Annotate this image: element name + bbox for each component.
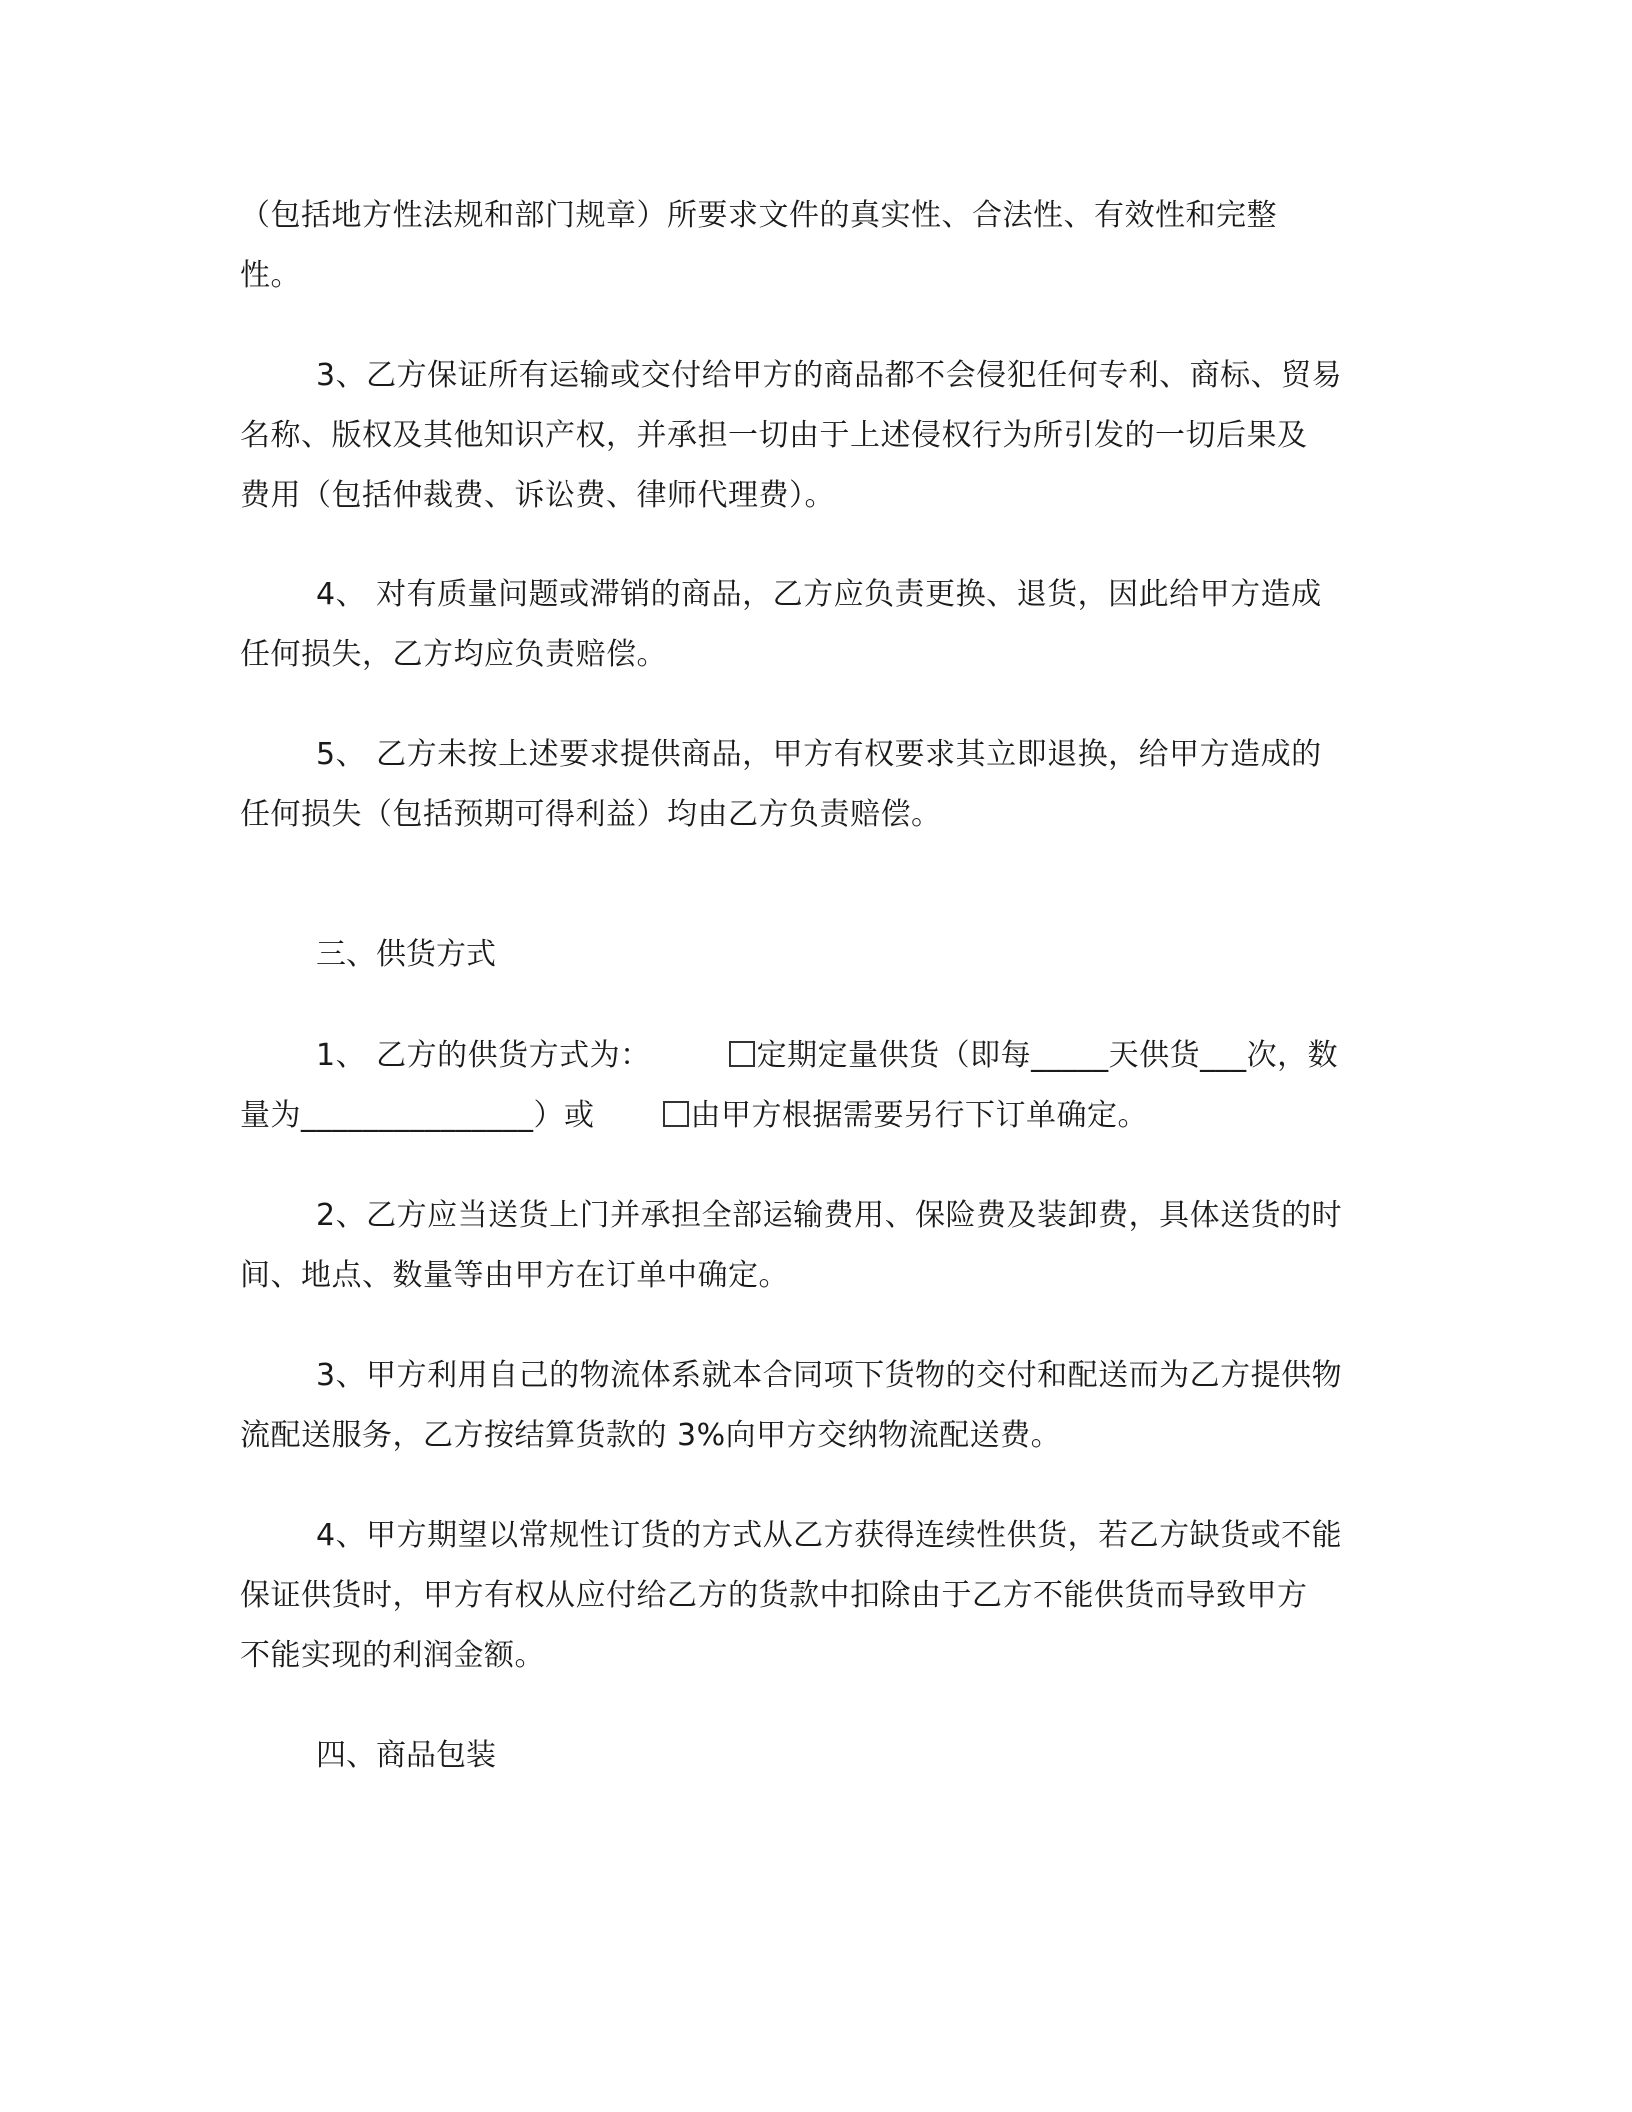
clause-5-compensation bbox=[240, 725, 1390, 845]
supply-item-4 bbox=[240, 1506, 1390, 1686]
text-line: 间、地点、数量等由甲方在订单中确定。 bbox=[240, 1258, 789, 1293]
text-line: 流配送服务，乙方按结算货款的 3%向甲方交纳物流配送费。 bbox=[240, 1418, 1062, 1453]
supply-method-prefix: 1、 乙方的供货方式为： bbox=[316, 1038, 651, 1073]
text-line: 名称、版权及其他知识产权，并承担一切由于上述侵权行为所引发的一切后果及 bbox=[240, 418, 1308, 453]
text-line: 5、 乙方未按上述要求提供商品，甲方有权要求其立即退换，给甲方造成的 bbox=[316, 737, 1322, 772]
quantity-blank-text: 量为_______________）或 bbox=[240, 1098, 595, 1133]
text-line: 不能实现的利润金额。 bbox=[240, 1638, 545, 1673]
text-line: 4、甲方期望以常规性订货的方式从乙方获得连续性供货，若乙方缺货或不能 bbox=[316, 1518, 1343, 1553]
text-line: 任何损失（包括预期可得利益）均由乙方负责赔偿。 bbox=[240, 797, 942, 832]
supply-item-1 bbox=[240, 1026, 1390, 1146]
text-line bbox=[240, 1026, 1390, 1086]
periodic-supply-label: 定期定量供货（即每_____天供货___次，数 bbox=[756, 1038, 1339, 1073]
text-line: 任何损失，乙方均应负责赔偿。 bbox=[240, 637, 667, 672]
text-line: 性。 bbox=[240, 258, 301, 293]
supply-item-3 bbox=[240, 1346, 1390, 1466]
text-line: 2、乙方应当送货上门并承担全部运输费用、保险费及装卸费，具体送货的时 bbox=[316, 1198, 1343, 1233]
section-4-heading: 四、商品包装 bbox=[316, 1738, 496, 1773]
order-based-supply-label: 由甲方根据需要另行下订单确定。 bbox=[690, 1098, 1148, 1133]
text-line bbox=[240, 1086, 1390, 1146]
section-3-heading: 三、供货方式 bbox=[316, 937, 496, 972]
text-line: 3、甲方利用自己的物流体系就本合同项下货物的交付和配送而为乙方提供物 bbox=[316, 1358, 1343, 1393]
checkbox-periodic-supply[interactable] bbox=[729, 1041, 755, 1067]
text-line: 3、乙方保证所有运输或交付给甲方的商品都不会侵犯任何专利、商标、贸易 bbox=[316, 358, 1343, 393]
paragraph-continued bbox=[240, 186, 1390, 306]
supply-item-2 bbox=[240, 1186, 1390, 1306]
text-line: 保证供货时，甲方有权从应付给乙方的货款中扣除由于乙方不能供货而导致甲方 bbox=[240, 1578, 1308, 1613]
clause-3-ip bbox=[240, 346, 1390, 526]
text-line: （包括地方性法规和部门规章）所要求文件的真实性、合法性、有效性和完整 bbox=[240, 198, 1277, 233]
clause-4-quality bbox=[240, 565, 1390, 685]
text-line: 4、 对有质量问题或滞销的商品，乙方应负责更换、退货，因此给甲方造成 bbox=[316, 577, 1322, 612]
text-line: 费用（包括仲裁费、诉讼费、律师代理费）。 bbox=[240, 478, 835, 513]
checkbox-order-based-supply[interactable] bbox=[663, 1101, 689, 1127]
